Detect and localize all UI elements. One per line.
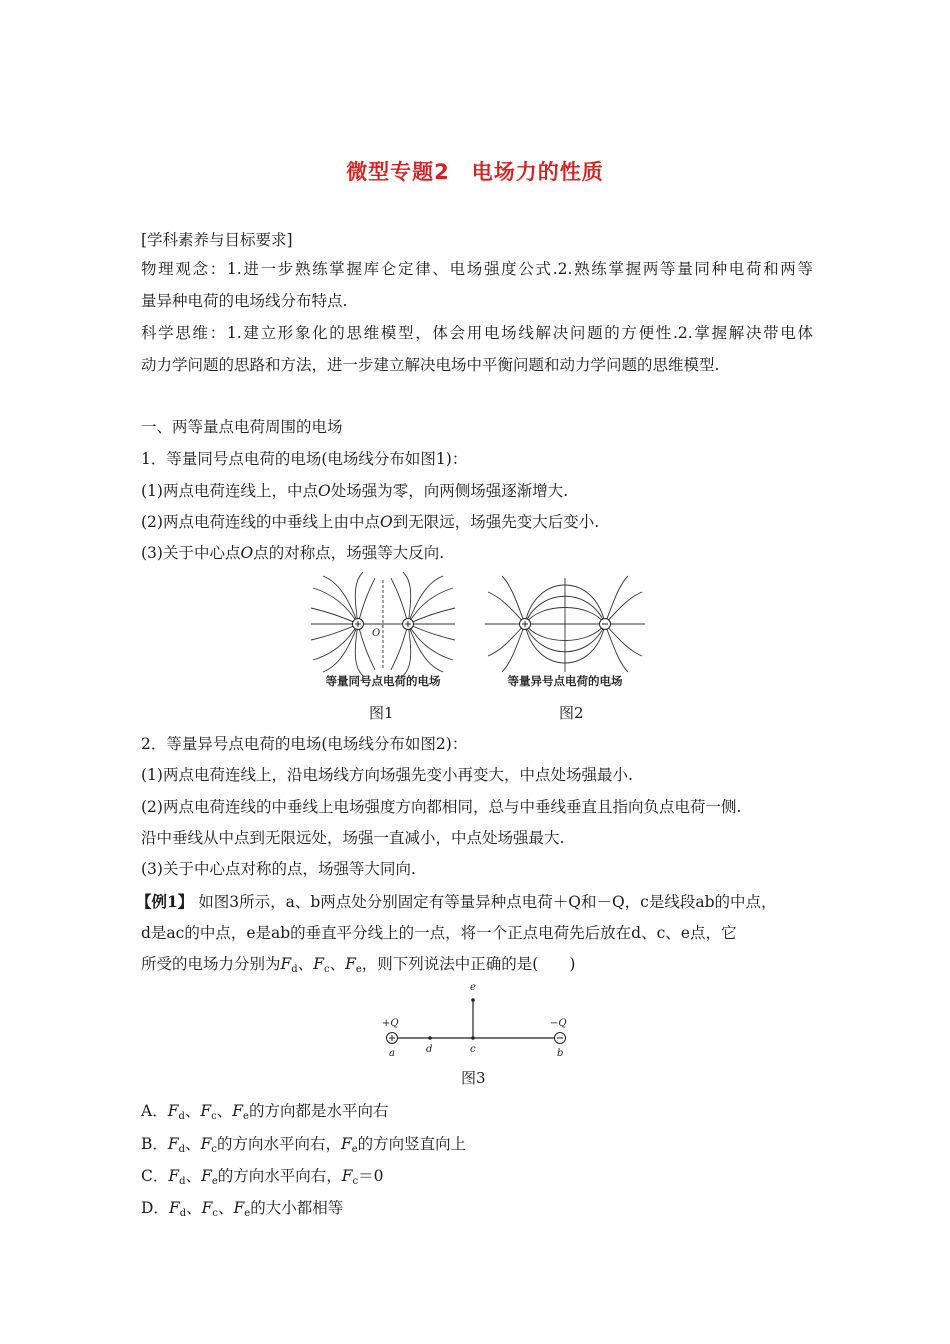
- figure2-caption: 图2: [559, 704, 584, 722]
- para1-b: (2)两点电荷连线的中垂线上由中点O到无限远，场强先变大后变小.: [141, 513, 600, 531]
- fig3-a-label: a: [389, 1048, 395, 1059]
- fig3-e-label: e: [470, 982, 476, 993]
- section-heading: 一、两等量点电荷周围的电场: [141, 418, 343, 436]
- option-c: C．$F_d$、$F_e$的方向水平向右，$F_c=0$: [141, 1167, 384, 1187]
- fig1-o-label: O: [372, 628, 381, 639]
- figure1-caption: 图1: [369, 704, 394, 722]
- page-title: 微型专题2 电场力的性质: [346, 160, 604, 184]
- physics-objective-line2: 量异种电荷的电场线分布特点.: [141, 292, 348, 310]
- fig3-plus-q: +Q: [382, 1018, 399, 1029]
- para2-b: (2)两点电荷连线的中垂线上电场强度方向都相同，总与中垂线垂直且指向负点电荷一侧.: [141, 798, 742, 816]
- fig3-d-label: d: [426, 1044, 433, 1055]
- fig3-c-label: c: [470, 1044, 476, 1055]
- figure3-caption: 图3: [461, 1069, 486, 1087]
- option-a: A．$F_d$、$F_c$、$F_e$的方向都是水平向右: [141, 1102, 389, 1122]
- para1-a: (1)两点电荷连线上，中点O处场强为零，向两侧场强逐渐增大.: [141, 482, 569, 500]
- science-objective-line1: 科学思维：1.建立形象化的思维模型，体会用电场线解决问题的方便性.2.掌握解决带电体: [141, 324, 813, 342]
- science-objective-line2: 动力学问题的思路和方法，进一步建立解决电场中平衡问题和动力学问题的思维模型.: [141, 356, 720, 374]
- physics-objective-line1: 物理观念：1.进一步熟练掌握库仑定律、电场强度公式.2.熟练掌握两等量同种电荷和两等: [141, 260, 813, 278]
- example-line3: 所受的电场力分别为$F_d$、$F_c$、$F_e$，则下列说法中正确的是( ): [141, 955, 576, 975]
- fig3-minus-q: −Q: [550, 1018, 567, 1029]
- fig1-label: 等量同号点电荷的电场: [325, 674, 441, 688]
- objectives-heading: [学科素养与目标要求]: [141, 231, 293, 249]
- fig3-b-label: b: [557, 1048, 564, 1059]
- example-line1: 【例1】 如图3所示，a、b两点处分别固定有等量异种点电荷＋Q和－Q，c是线段ab的中点，: [136, 892, 777, 911]
- para1-c: (3)关于中心点O点的对称点，场强等大反向.: [141, 544, 445, 562]
- option-d: D．$F_d$、$F_c$、$F_e$的大小都相等: [141, 1199, 344, 1219]
- figure2-field-lines: [480, 572, 650, 692]
- example-tag: 【例1】: [136, 892, 194, 911]
- figure3-diagram: [378, 980, 578, 1062]
- para1-title: 1．等量同号点电荷的电场(电场线分布如图1)：: [141, 450, 468, 468]
- figure1-field-lines: [303, 572, 463, 692]
- option-b: B．$F_d$、$F_c$的方向水平向右，$F_e$的方向竖直向上: [141, 1135, 467, 1155]
- para2-c: (3)关于中心点对称的点，场强等大同向.: [141, 860, 416, 878]
- para2-title: 2．等量异号点电荷的电场(电场线分布如图2)：: [141, 735, 468, 753]
- para2-b-continued: 沿中垂线从中点到无限远处，场强一直减小，中点处场强最大.: [141, 829, 565, 847]
- example-line2: d是ac的中点，e是ab的垂直平分线上的一点，将一个正点电荷先后放在d、c、e点，它: [141, 924, 737, 942]
- fig2-label: 等量异号点电荷的电场: [507, 674, 623, 688]
- para2-a: (1)两点电荷连线上，沿电场线方向场强先变小再变大，中点处场强最小.: [141, 766, 633, 784]
